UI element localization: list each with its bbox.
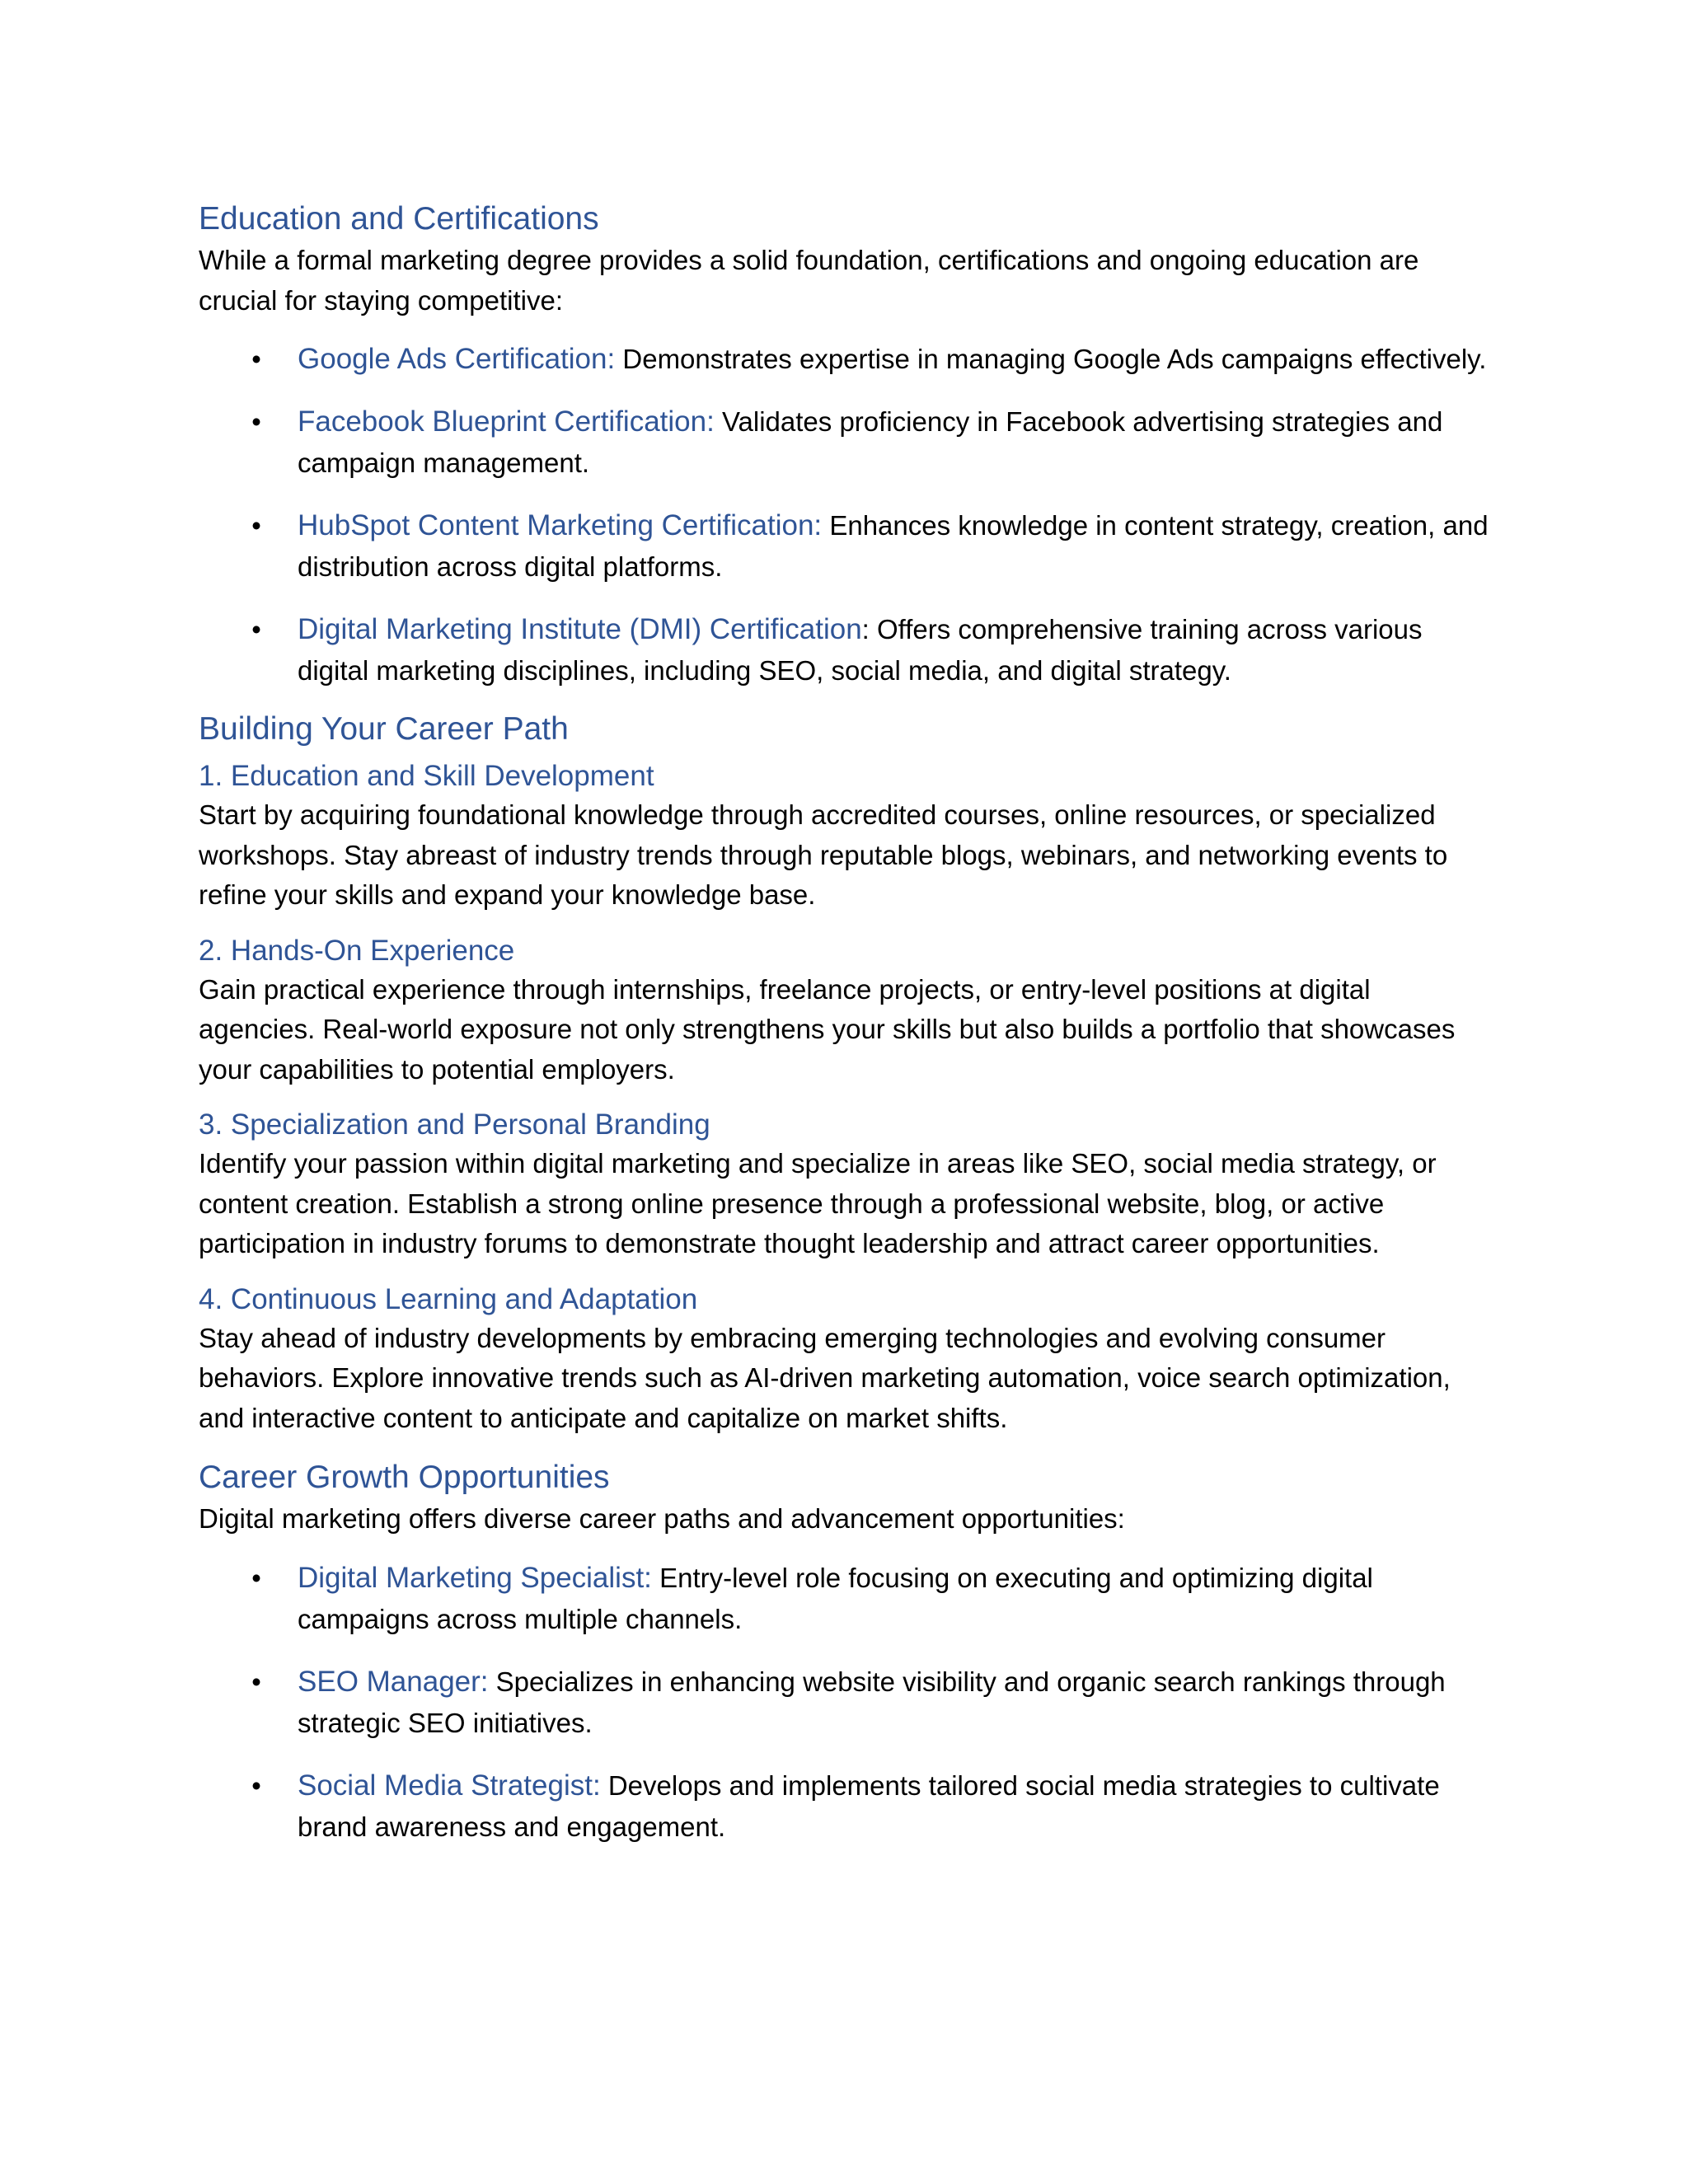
role-term: Social Media Strategist: bbox=[298, 1769, 601, 1802]
certification-term: Digital Marketing Institute (DMI) Certification bbox=[298, 613, 862, 645]
section-heading-growth: Career Growth Opportunities bbox=[199, 1460, 610, 1495]
bullet-icon: • bbox=[251, 614, 261, 644]
step-heading: 1. Education and Skill Development bbox=[199, 760, 654, 792]
list-item bbox=[199, 609, 1489, 691]
education-intro: While a formal marketing degree provides a solid foundation, certifications and ongoing education are crucial for staying competitive: bbox=[199, 245, 1419, 316]
bullet-icon: • bbox=[251, 1562, 261, 1593]
list-item bbox=[199, 339, 1489, 380]
certification-term: HubSpot Content Marketing Certification: bbox=[298, 509, 823, 541]
role-text: Develops and implements tailored social media strategies to cultivate brand awareness and engagement. bbox=[298, 1769, 1440, 1842]
list-item bbox=[199, 1558, 1489, 1640]
step-text: Stay ahead of industry developments by embracing emerging technologies and evolving consumer behaviors. Explore innovative trends such as AI-driven marketing automation, voice search optimization, and interactive content to anticipate and capitalize on market shifts. bbox=[199, 1322, 1451, 1433]
certification-text: Enhances knowledge in content strategy, creation, and distribution across digital platforms. bbox=[298, 510, 1489, 582]
role-text: Entry-level role focusing on executing and optimizing digital campaigns across multiple channels. bbox=[298, 1562, 1373, 1634]
career-role-list bbox=[199, 1558, 1489, 1848]
step-heading: 2. Hands-On Experience bbox=[199, 934, 515, 967]
bullet-icon: • bbox=[251, 406, 261, 437]
certification-text: Demonstrates expertise in managing Google Ads campaigns effectively. bbox=[615, 344, 1487, 374]
step-heading: 3. Specialization and Personal Branding bbox=[199, 1108, 710, 1141]
step-text: Gain practical experience through internships, freelance projects, or entry-level positions at digital agencies. Real-world exposure not only strengthens your skills but also builds a portfolio that showcases your capabilities to potential employers. bbox=[199, 973, 1456, 1085]
section-heading-education: Education and Certifications bbox=[199, 201, 599, 237]
bullet-icon: • bbox=[251, 510, 261, 541]
role-text: Specializes in enhancing website visibility and organic search rankings through strategic SEO initiatives. bbox=[298, 1666, 1446, 1738]
certification-term: Google Ads Certification: bbox=[298, 343, 616, 375]
step-text: Identify your passion within digital marketing and specialize in areas like SEO, social media strategy, or content creation. Establish a strong online presence through a professional website, blog, or active participation in industry forums to demonstrate thought leadership and attract career opportunities. bbox=[199, 1148, 1437, 1258]
list-item bbox=[199, 1765, 1489, 1848]
step-heading: 4. Continuous Learning and Adaptation bbox=[199, 1282, 698, 1315]
section-heading-career-path: Building Your Career Path bbox=[199, 711, 569, 747]
role-term: Digital Marketing Specialist: bbox=[298, 1561, 652, 1594]
list-item bbox=[199, 505, 1489, 588]
certification-text: Validates proficiency in Facebook advertising strategies and campaign management. bbox=[298, 406, 1443, 478]
document-body bbox=[199, 198, 1489, 1848]
certification-term: Facebook Blueprint Certification: bbox=[298, 405, 715, 438]
step-text: Start by acquiring foundational knowledge through accredited courses, online resources, or specialized workshops. Stay abreast of industry trends through reputable blogs, webinars, and networking events to refine your skills and expand your knowledge base. bbox=[199, 799, 1448, 910]
certification-text: : Offers comprehensive training across various digital marketing disciplines, including SEO, social media, and digital strategy. bbox=[298, 614, 1423, 686]
certification-list bbox=[199, 339, 1489, 691]
list-item bbox=[199, 1661, 1489, 1744]
bullet-icon: • bbox=[251, 1666, 261, 1697]
bullet-icon: • bbox=[251, 1769, 261, 1801]
bullet-icon: • bbox=[251, 344, 261, 374]
role-term: SEO Manager: bbox=[298, 1665, 489, 1698]
list-item bbox=[199, 401, 1489, 484]
growth-intro: Digital marketing offers diverse career paths and advancement opportunities: bbox=[199, 1503, 1125, 1534]
